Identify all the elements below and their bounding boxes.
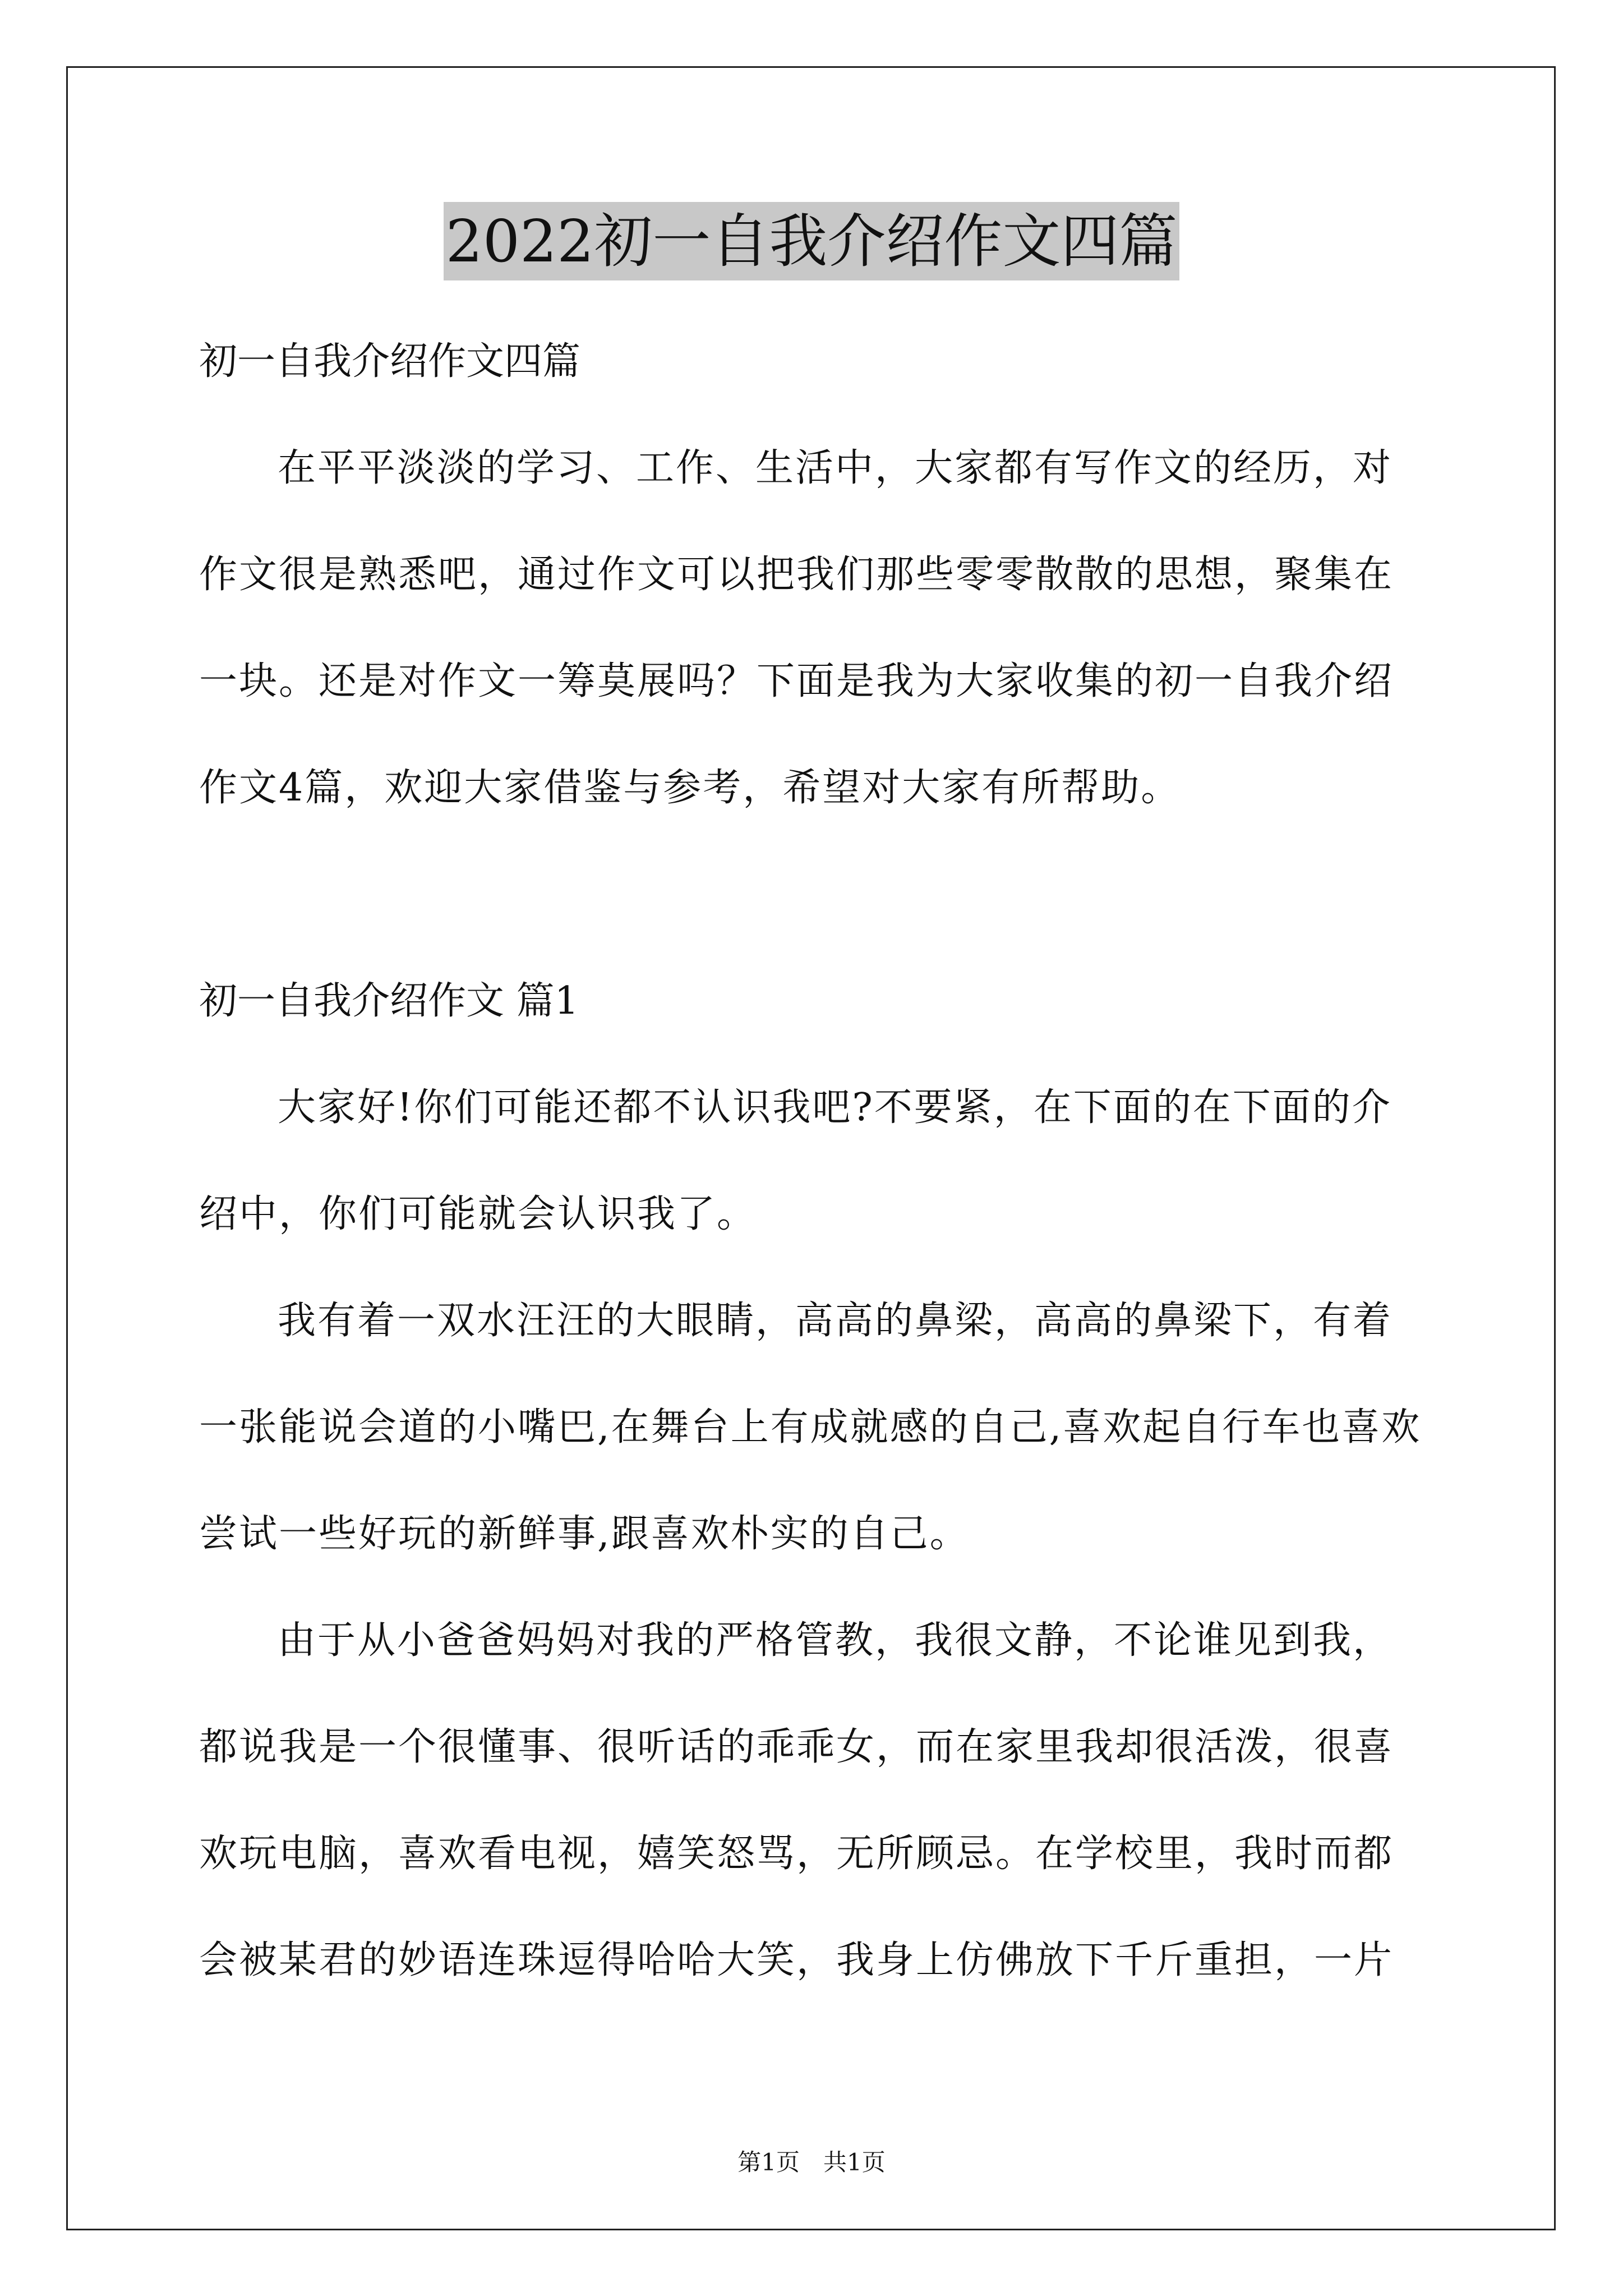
intro-paragraph: 在平平淡淡的学习、工作、生活中，大家都有写作文的经历，对作文很是熟悉吧，通过作文可以把我们那些零零散散的思想，聚集在一块。还是对作文一筹莫展吗？下面是我为大家收集的初一自我介绍作文4篇，欢迎大家借鉴与参考，希望对大家有所帮助。 <box>199 446 1394 810</box>
page-footer: 第1页 共1页 <box>737 2148 886 2176</box>
section1-paragraph-2: 我有着一双水汪汪的大眼睛，高高的鼻梁，高高的鼻梁下，有着一张能说会道的小嘴巴,在舞台上有成就感的自己,喜欢起自行车也喜欢尝试一些好玩的新鲜事,跟喜欢朴实的自己。 <box>199 1299 1422 1556</box>
title-container <box>0 202 1623 280</box>
document-title: 2022初一自我介绍作文四篇 <box>444 202 1180 280</box>
document-body <box>199 309 1427 2014</box>
section-spacer <box>199 841 1427 948</box>
section1-paragraph-3: 由于从小爸爸妈妈对我的严格管教，我很文静，不论谁见到我，都说我是一个很懂事、很听话的乖乖女，而在家里我却很活泼，很喜欢玩电脑，喜欢看电视，嬉笑怒骂，无所顾忌。在学校里，我时而都会被某君的妙语连珠逗得哈哈大笑，我身上仿佛放下千斤重担，一片 <box>199 1618 1394 1982</box>
section1-heading: 初一自我介绍作文 篇1 <box>199 979 579 1023</box>
section1-paragraph-1: 大家好!你们可能还都不认识我吧?不要紧，在下面的在下面的介绍中，你们可能就会认识我了。 <box>199 1085 1392 1236</box>
subtitle-heading: 初一自我介绍作文四篇 <box>199 339 581 384</box>
